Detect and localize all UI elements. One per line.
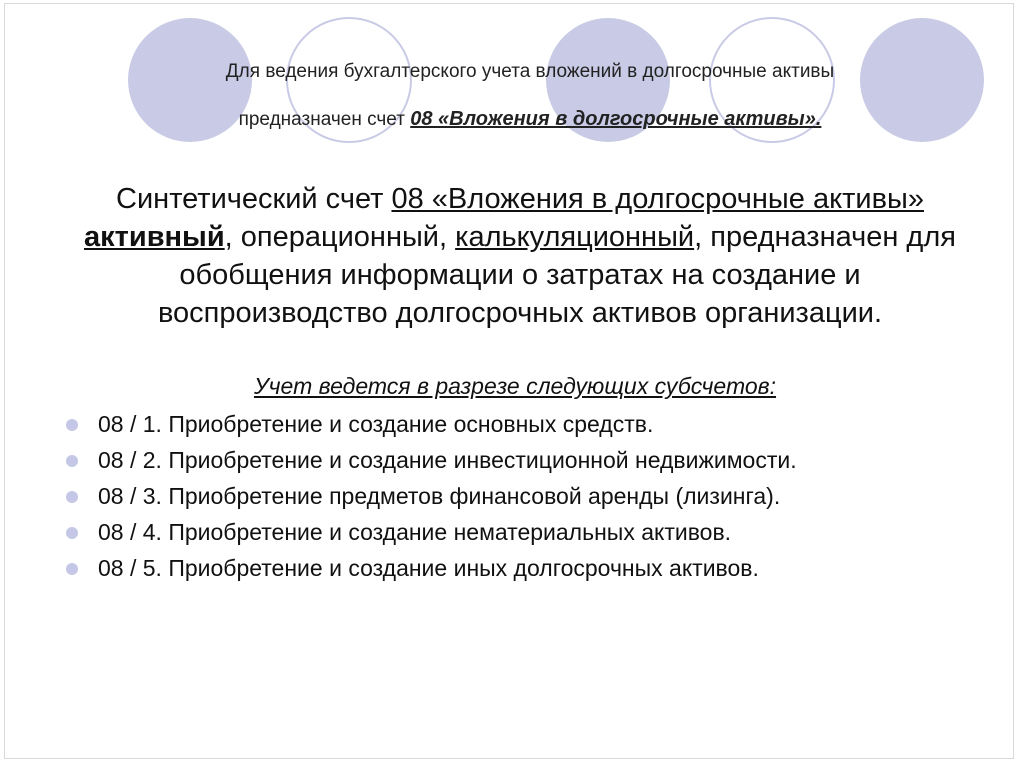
subaccounts-list	[60, 410, 980, 590]
list-item-text: 08 / 4. Приобретение и создание нематериальных активов.	[98, 519, 732, 545]
desc-account: 08 «Вложения в долгосрочные активы»	[391, 183, 924, 215]
list-item-text: 08 / 1. Приобретение и создание основных средств.	[98, 411, 654, 437]
bullet-icon	[66, 419, 78, 431]
desc-part-1: Синтетический счет	[116, 183, 392, 215]
title-account-name: 08 «Вложения в долгосрочные активы».	[410, 108, 822, 130]
bullet-icon	[66, 563, 78, 575]
title-line-2-prefix: предназначен счет	[238, 109, 411, 130]
bullet-icon	[66, 491, 78, 503]
list-item-text: 08 / 2. Приобретение и создание инвестиционной недвижимости.	[98, 447, 797, 473]
bullet-icon	[66, 527, 78, 539]
list-item	[60, 518, 980, 546]
desc-part-7: , предназначен для обобщения информации о затратах на создание и воспроизводство долгосрочных активов организации.	[157, 221, 956, 329]
desc-part-5: , операционный,	[224, 221, 456, 253]
list-item	[60, 446, 980, 474]
list-item-text: 08 / 3. Приобретение предметов финансовой аренды (лизинга).	[98, 483, 781, 509]
subaccounts-heading: Учет ведется в разрезе следующих субсчетов:	[253, 373, 777, 399]
list-item	[60, 482, 980, 510]
desc-calculation: калькуляционный	[455, 221, 695, 253]
title-line-2	[100, 106, 960, 133]
list-item	[60, 554, 980, 582]
slide-title	[100, 58, 960, 133]
title-line-1: Для ведения бухгалтерского учета вложений в долгосрочные активы	[225, 61, 835, 82]
account-description	[80, 180, 960, 332]
desc-active: активный	[84, 221, 225, 253]
bullet-icon	[66, 455, 78, 467]
list-item-text: 08 / 5. Приобретение и создание иных долгосрочных активов.	[98, 555, 759, 581]
list-item	[60, 410, 980, 438]
